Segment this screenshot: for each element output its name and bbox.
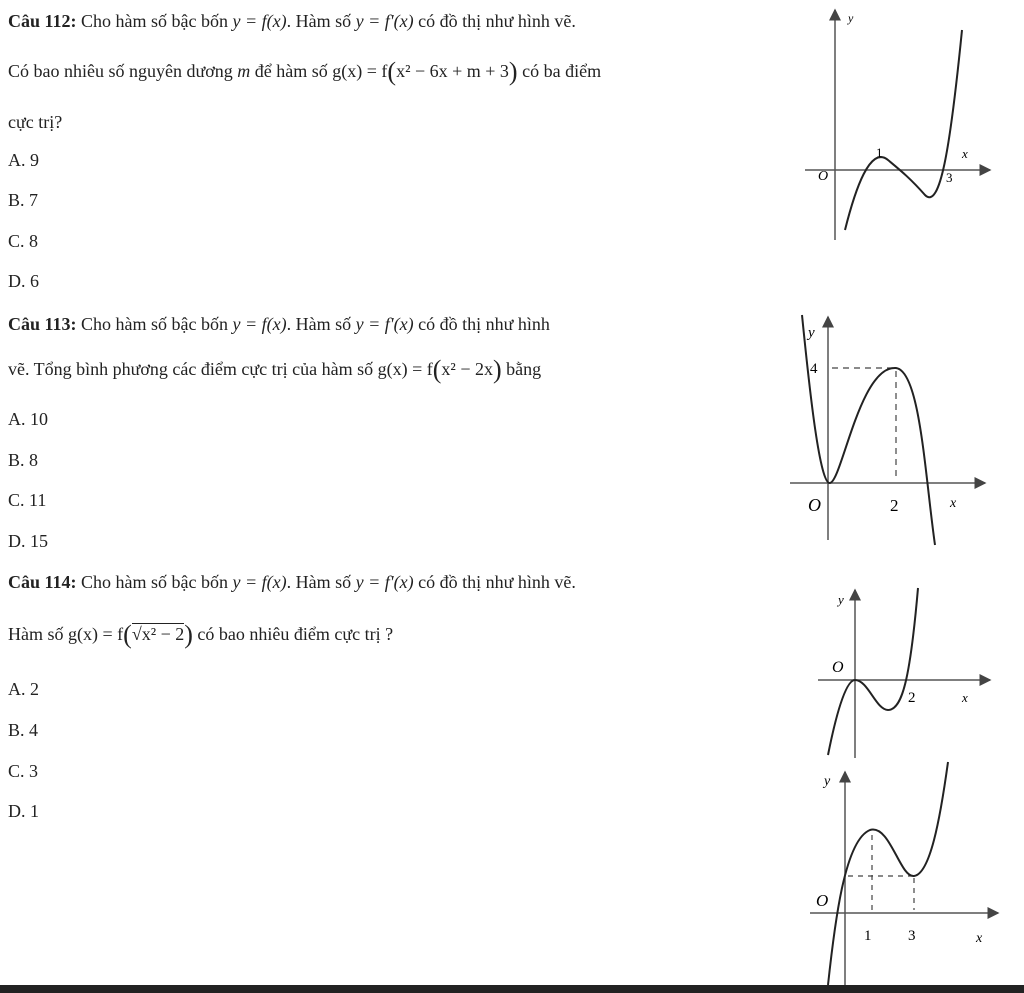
q114-formula: g(x) = f(√x² − 2) <box>68 620 193 649</box>
q114-y-label: y <box>838 592 844 607</box>
q112-line3: cực trị? <box>8 112 63 132</box>
q112-line2: Có bao nhiêu số nguyên dương m để hàm số g(x) = f(x² − 6x + m + 3) có ba điểm <box>8 57 602 86</box>
q112-line1: Câu 112: Cho hàm số bậc bốn y = f(x). Hàm số y = f'(x) có đồ thị như hình vẽ. <box>8 11 576 31</box>
extra-x-label: x <box>976 931 983 946</box>
q114-tick-2: 2 <box>908 690 916 706</box>
q113-formula: g(x) = f(x² − 2x) <box>377 355 502 384</box>
extra-graph <box>800 760 1010 985</box>
q114-line2: Hàm số g(x) = f(√x² − 2) có bao nhiêu điểm cực trị ? <box>8 620 394 649</box>
q112-option-a[interactable]: A. 9 <box>8 150 39 170</box>
q113-y-label: y <box>808 325 815 341</box>
q114-line1: Câu 114: Cho hàm số bậc bốn y = f(x). Hàm số y = f'(x) có đồ thị như hình vẽ. <box>8 572 576 592</box>
q113-option-a[interactable]: A. 10 <box>8 409 48 429</box>
q114-origin-label: O <box>832 659 844 676</box>
q112-option-c[interactable]: C. 8 <box>8 231 39 251</box>
q113-line1: Câu 113: Cho hàm số bậc bốn y = f(x). Hàm số y = f'(x) có đồ thị như hình <box>8 314 550 334</box>
q112-tick-1: 1 <box>876 145 883 160</box>
q112-tick-3: 3 <box>946 170 953 185</box>
q114-label: Câu 114: <box>8 572 77 592</box>
extra-tick-1: 1 <box>864 928 872 944</box>
q114-option-b[interactable]: B. 4 <box>8 720 39 740</box>
q112-y-label: y <box>848 11 854 25</box>
q113-option-c[interactable]: C. 11 <box>8 490 47 510</box>
q114-option-a[interactable]: A. 2 <box>8 679 39 699</box>
q112-origin-label: O <box>818 169 829 184</box>
extra-curve <box>828 762 948 985</box>
q112-x-label: x <box>962 146 968 161</box>
q114-option-c[interactable]: C. 3 <box>8 761 39 781</box>
q113-graph <box>780 305 995 550</box>
q113-option-d[interactable]: D. 15 <box>8 531 48 551</box>
q112-formula: g(x) = f(x² − 6x + m + 3) <box>332 57 518 86</box>
q113-curve <box>802 315 935 545</box>
q113-x-label: x <box>950 496 957 511</box>
extra-origin-label: O <box>816 891 829 910</box>
bottom-bar <box>0 985 1024 993</box>
extra-tick-3: 3 <box>908 928 916 944</box>
q114-option-d[interactable]: D. 1 <box>8 801 39 821</box>
q113-origin-label: O <box>808 495 821 515</box>
q112-label: Câu 112: <box>8 11 77 31</box>
q113-tick-2: 2 <box>890 496 899 515</box>
q113-option-b[interactable]: B. 8 <box>8 450 39 470</box>
q113-tick-4: 4 <box>810 361 818 377</box>
q113-line2: vẽ. Tổng bình phương các điểm cực trị của hàm số g(x) = f(x² − 2x) bằng <box>8 355 542 384</box>
q112-graph <box>790 0 1000 245</box>
q112-option-b[interactable]: B. 7 <box>8 190 39 210</box>
q112-curve <box>845 30 962 230</box>
extra-y-label: y <box>824 774 831 789</box>
q112-option-d[interactable]: D. 6 <box>8 271 39 291</box>
q113-label: Câu 113: <box>8 314 77 334</box>
q114-graph <box>810 580 1000 758</box>
q114-x-label: x <box>962 690 968 705</box>
